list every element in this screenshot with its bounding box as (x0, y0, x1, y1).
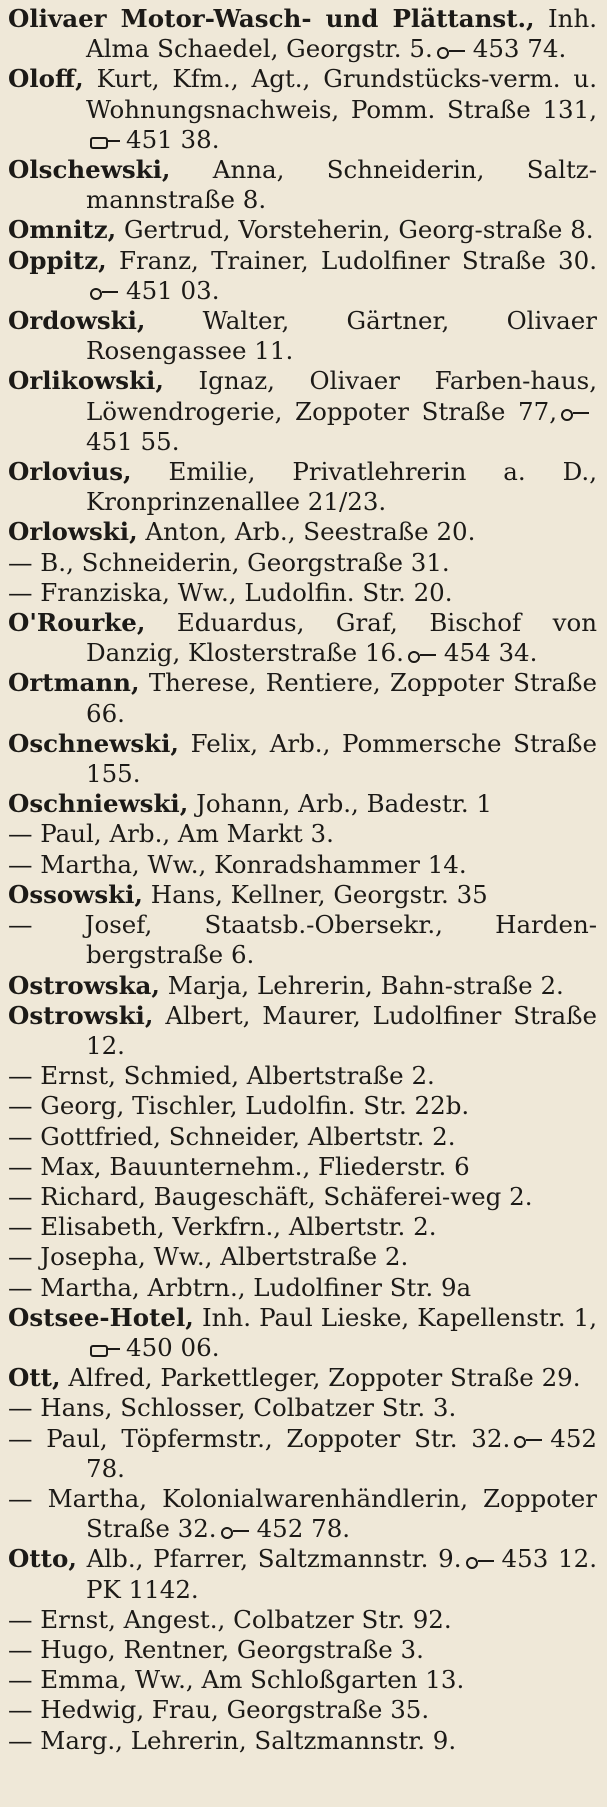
entry-name: — Richard, (8, 1181, 146, 1211)
entry-name: Orlikowski, (8, 366, 164, 396)
entry-details: Angest., Colbatzer Str. 92. (123, 1604, 452, 1634)
directory-entry (8, 608, 597, 668)
entry-details: Schneider, Albertstr. 2. (168, 1121, 456, 1151)
entry-details: Ww., Konradshammer 14. (147, 849, 467, 879)
entry-name: — Marg., (8, 1725, 123, 1755)
entry-details: Schmied, Albertstraße 2. (123, 1061, 435, 1091)
phone-box-icon (90, 1342, 120, 1356)
entry-details: Arbtrn., Ludolfiner Str. 9a (147, 1272, 472, 1302)
entry-name: — Ernst, (8, 1604, 116, 1634)
entry-details: Ww., Am Schloßgarten 13. (134, 1665, 465, 1695)
phone-icon (437, 44, 467, 58)
entry-name: Otto, (8, 1544, 77, 1574)
entry-name: Orlovius, (8, 457, 132, 487)
directory-entry (8, 1544, 597, 1604)
entry-details: Alb., Pfarrer, Saltzmannstr. 9. (86, 1544, 462, 1574)
entry-name: — Emma, (8, 1665, 128, 1695)
directory-entry (8, 1393, 597, 1423)
entry-details: Ww., Ludolfin. Str. 20. (177, 577, 453, 607)
entry-phone: 451 03. (126, 275, 220, 305)
entry-name: — Georg, (8, 1091, 125, 1121)
entry-details: Eduardus, Graf, Bischof von Danzig, Klosterstraße 16. (86, 608, 597, 668)
entry-name: Ordowski, (8, 306, 146, 336)
entry-details: Töpfermstr., Zoppoter Str. 32. (121, 1423, 511, 1453)
entry-details: Inh. Paul Lieske, Kapellenstr. 1, (201, 1302, 597, 1332)
entry-name: Ostrowska, (8, 970, 160, 1000)
entry-details: Staatsb.-Obersekr., Harden-bergstraße 6. (86, 910, 598, 970)
entry-details: Gertrud, Vorsteherin, Georg-straße 8. (123, 215, 594, 245)
entry-name: Ortmann, (8, 668, 140, 698)
phone-box-icon (90, 134, 120, 148)
directory-entry (8, 306, 597, 366)
entry-name: — Martha, (8, 1483, 147, 1513)
entry-details: Emilie, Privatlehrerin a. D., Kronprinzenallee 21/23. (86, 457, 597, 517)
entry-details: Anna, Schneiderin, Saltz-mannstraße 8. (86, 155, 597, 215)
entry-name: — Hedwig, (8, 1695, 145, 1725)
directory-entry (8, 1212, 597, 1242)
directory-entry (8, 1665, 597, 1695)
directory-entry (8, 1424, 597, 1484)
phone-icon (466, 1554, 496, 1568)
entry-phone: 451 55. (86, 426, 180, 456)
directory-entry (8, 1726, 597, 1756)
entry-name: — Elisabeth, (8, 1212, 165, 1242)
entry-details: Johann, Arb., Badestr. 1 (196, 789, 493, 819)
entry-details: Schlosser, Colbatzer Str. 3. (120, 1393, 457, 1423)
directory-entry (8, 1061, 597, 1091)
entry-details: Arb., Am Markt 3. (109, 819, 334, 849)
directory-entry (8, 1273, 597, 1303)
entry-details: Marja, Lehrerin, Bahn-straße 2. (167, 970, 564, 1000)
entry-phone: 453 12. PK 1142. (86, 1544, 597, 1604)
entry-details: Anton, Arb., Seestraße 20. (145, 517, 476, 547)
entry-details: Lehrerin, Saltzmannstr. 9. (130, 1725, 457, 1755)
entry-details: Verkfrn., Albertstr. 2. (172, 1212, 437, 1242)
entry-details: Kurt, Kfm., Agt., Grundstücks-verm. u. Wohnungsnachweis, Pomm. Straße 131, (86, 64, 598, 124)
entry-name: Omnitz, (8, 215, 117, 245)
entry-details: Inh. Alma Schaedel, Georgstr. 5. (86, 4, 598, 64)
entry-name: — Martha, (8, 1272, 140, 1302)
phone-icon (408, 648, 438, 662)
directory-entry (8, 880, 597, 910)
entry-details: Ignaz, Olivaer Farben-haus, Löwendrogerie, Zoppoter Straße 77, (86, 366, 597, 426)
directory-entry (8, 457, 597, 517)
directory-entry (8, 668, 597, 728)
directory-entry (8, 1242, 597, 1272)
entry-details: Kolonialwarenhändlerin, Zoppoter Straße 32. (86, 1483, 597, 1544)
entry-details: Rentner, Georgstraße 3. (123, 1634, 424, 1664)
directory-entry (8, 819, 597, 849)
directory-entry (8, 517, 597, 547)
directory-entry (8, 64, 597, 155)
entry-name: — Josepha, (8, 1242, 146, 1272)
entry-name: Ostsee-Hotel, (8, 1302, 194, 1332)
directory-entry (8, 910, 597, 970)
entry-name: — Franziska, (8, 577, 170, 607)
phone-icon (514, 1433, 544, 1447)
directory-entry (8, 1001, 597, 1061)
directory-entry (8, 548, 597, 578)
directory-entry (8, 246, 597, 306)
entry-phone: 453 74. (472, 34, 567, 64)
entry-details: Frau, Georgstraße 35. (151, 1695, 430, 1725)
directory-entry (8, 4, 597, 64)
directory-entry (8, 1695, 597, 1725)
entry-name: — Josef, (8, 910, 153, 940)
entry-name: O'Rourke, (8, 608, 146, 638)
entry-name: Ostrowski, (8, 1000, 154, 1030)
entry-details: Walter, Gärtner, Olivaer Rosengassee 11. (86, 306, 597, 366)
entry-name: Oloff, (8, 64, 84, 94)
entry-name: — Hans, (8, 1393, 113, 1423)
directory-entry (8, 729, 597, 789)
entry-details: Schneiderin, Georgstraße 31. (81, 547, 450, 577)
entry-name: — Max, (8, 1151, 102, 1181)
entry-phone: 451 38. (126, 124, 220, 154)
entry-phone: 452 78. (86, 1423, 597, 1483)
directory-entry (8, 1484, 597, 1544)
directory-entry (8, 1152, 597, 1182)
directory-entry (8, 850, 597, 880)
entry-name: Olivaer Motor-Wasch- und Plättanst., (8, 4, 535, 33)
entry-name: — Paul, (8, 819, 102, 849)
entry-details: Baugeschäft, Schäferei-weg 2. (153, 1181, 533, 1211)
phone-icon (561, 406, 591, 420)
entry-name: — Hugo, (8, 1634, 116, 1664)
phone-icon (221, 1524, 251, 1538)
entry-name: Ott, (8, 1363, 61, 1393)
entry-name: Oppitz, (8, 245, 107, 275)
entry-details: Felix, Arb., Pommersche Straße 155. (86, 728, 597, 789)
entry-details: Therese, Rentiere, Zoppoter Straße 66. (86, 668, 597, 728)
entry-details: Albert, Maurer, Ludolfiner Straße 12. (86, 1000, 597, 1060)
entry-name: — Paul, (8, 1423, 108, 1453)
directory-entry (8, 1363, 597, 1393)
directory-entry (8, 215, 597, 245)
directory-entry (8, 1182, 597, 1212)
directory-entry (8, 578, 597, 608)
entry-details: Hans, Kellner, Georgstr. 35 (150, 879, 488, 909)
directory-entry (8, 1605, 597, 1635)
entry-details: Franz, Trainer, Ludolfiner Straße 30. (118, 245, 597, 275)
directory-entry (8, 1635, 597, 1665)
entry-details: Ww., Albertstraße 2. (153, 1242, 409, 1272)
entry-details: Tischler, Ludolfin. Str. 22b. (132, 1091, 470, 1121)
entry-details: Alfred, Parkettleger, Zoppoter Straße 29. (68, 1363, 581, 1393)
phone-icon (90, 285, 120, 299)
directory-entry (8, 1122, 597, 1152)
entry-phone: 454 34. (443, 638, 538, 668)
directory-entry (8, 366, 597, 457)
entry-name: Oschniewski, (8, 789, 189, 819)
entry-name: Orlowski, (8, 517, 138, 547)
entry-phone: 450 06. (126, 1332, 220, 1362)
entry-name: — Martha, (8, 849, 140, 879)
entry-name: — Gottfried, (8, 1121, 161, 1151)
entry-name: Olschewski, (8, 155, 171, 185)
directory-entry (8, 1091, 597, 1121)
entry-name: — Ernst, (8, 1061, 116, 1091)
directory-entry (8, 1303, 597, 1363)
entry-name: Oschnewski, (8, 728, 179, 758)
directory-entry (8, 971, 597, 1001)
entry-name: Ossowski, (8, 879, 143, 909)
entry-name: — B., (8, 547, 74, 577)
entry-details: Bauunternehm., Fliederstr. 6 (109, 1151, 470, 1181)
entry-phone: 452 78. (256, 1514, 351, 1544)
directory-entry (8, 789, 597, 819)
directory-entry (8, 155, 597, 215)
